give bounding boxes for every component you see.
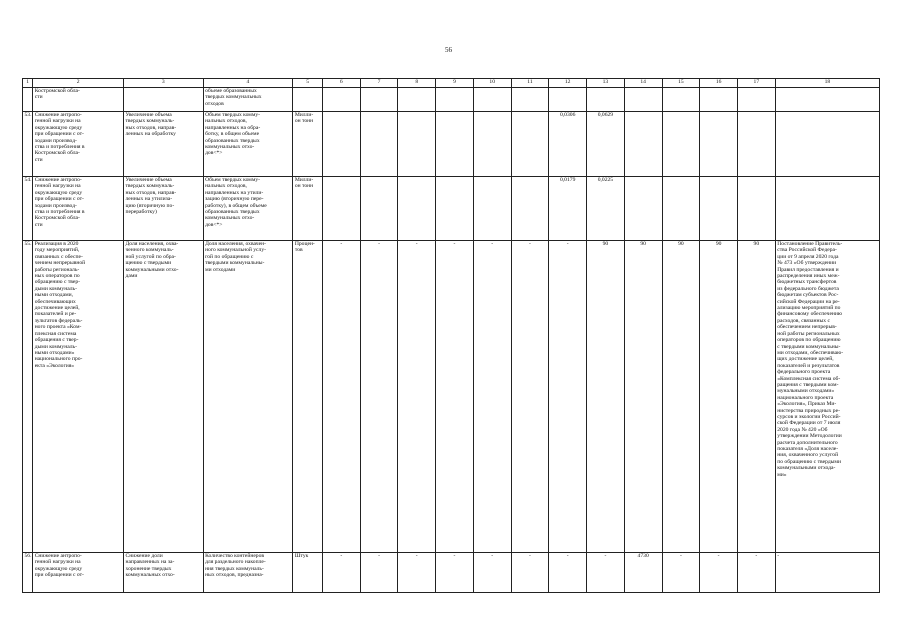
value-cell xyxy=(511,112,549,177)
value-cell: - xyxy=(360,553,398,593)
value-cell: 0,0225 xyxy=(587,177,625,241)
header-cell: 17 xyxy=(737,79,775,88)
table-row xyxy=(23,553,880,593)
value-cell xyxy=(700,112,738,177)
value-cell xyxy=(360,112,398,177)
header-row xyxy=(23,79,880,88)
value-cell: 4730 xyxy=(624,553,662,593)
table-row xyxy=(23,177,880,241)
continued-name-cell: Костромской обла- сти xyxy=(33,88,124,112)
indicator-cell: Объем твердых комму- нальных отходов, направленных на утили- зацию (вторичную пере- работку), в общем объеме образованных твердых коммунальных отхо- дов<*> xyxy=(203,177,293,241)
value-cell: 0,0179 xyxy=(549,177,587,241)
value-cell xyxy=(322,177,360,241)
unit-cell: Штук xyxy=(293,553,323,593)
table-row xyxy=(23,241,880,553)
value-cell: - xyxy=(511,241,549,553)
unit-cell: Процен- тов xyxy=(293,241,323,553)
value-cell xyxy=(624,177,662,241)
name-cell: Снижение антропо- генной нагрузки на окружающую среду при обращении с от- xyxy=(33,553,124,593)
name-cell: Снижение антропо- генной нагрузки на окружающую среду при обращении с от- ходами производ- ства и потребления в Костромской обла- сти xyxy=(33,112,124,177)
value-cell: - xyxy=(322,241,360,553)
value-cell: - xyxy=(398,241,436,553)
value-cell xyxy=(322,112,360,177)
value-cell: - xyxy=(473,553,511,593)
header-cell: 2 xyxy=(33,79,124,88)
value-cell xyxy=(398,112,436,177)
value-cell: 90 xyxy=(624,241,662,553)
header-cell: 12 xyxy=(549,79,587,88)
result-cell: Увеличение объема твердых коммуналь- ных отходов, направ- ленных на утилиза- цию (вторичную по- переработку) xyxy=(123,177,203,241)
value-cell xyxy=(473,112,511,177)
result-cell: Снижение доли направленных на за- хоронение твердых коммунальных отхо- xyxy=(123,553,203,593)
header-cell: 10 xyxy=(473,79,511,88)
value-cell: 90 xyxy=(737,241,775,553)
note-cell xyxy=(775,177,879,241)
unit-cell: Милли- он тонн xyxy=(293,112,323,177)
value-cell: 0,0306 xyxy=(549,112,587,177)
value-cell: - xyxy=(549,241,587,553)
value-cell xyxy=(511,177,549,241)
row-number-cell: 54. xyxy=(23,177,33,241)
name-cell: Реализация в 2020 году мероприятий, связанных с обеспе- чением непрерывной работы региональ- ных операторов по обращению с твер- дыми коммуналь- ными отходами, обеспечивающих достижение целей, показателей и ре- зультатов федераль- ного проекта «Ком- плексная система обращения с твер- дыми коммуналь- ными отходами» национального про- екта «Экология» xyxy=(33,241,124,553)
indicator-cell: Количество контейнеров для раздельного накопле- ния твердых коммуналь- ных отходов, предназна- xyxy=(203,553,293,593)
note-cell: - xyxy=(775,553,879,593)
header-cell: 4 xyxy=(203,79,293,88)
header-cell: 9 xyxy=(436,79,474,88)
value-cell: - xyxy=(700,553,738,593)
page-number: 56 xyxy=(445,46,452,54)
header-cell: 13 xyxy=(587,79,625,88)
header-cell: 18 xyxy=(775,79,879,88)
table-row xyxy=(23,112,880,177)
value-cell xyxy=(737,112,775,177)
value-cell: 90 xyxy=(700,241,738,553)
indicators-table xyxy=(22,78,880,593)
unit-cell: Милли- он тонн xyxy=(293,177,323,241)
value-cell xyxy=(436,112,474,177)
header-cell: 3 xyxy=(123,79,203,88)
value-cell: - xyxy=(549,553,587,593)
value-cell: 90 xyxy=(587,241,625,553)
continued-indicator-cell: объеме образованных твердых коммунальных отходов xyxy=(203,88,293,112)
value-cell xyxy=(662,177,700,241)
value-cell xyxy=(700,177,738,241)
value-cell xyxy=(436,177,474,241)
header-cell: 11 xyxy=(511,79,549,88)
value-cell xyxy=(737,177,775,241)
value-cell xyxy=(473,177,511,241)
note-cell: Постановление Правитель- ства Российской Федера- ции от 9 апреля 2020 года № 473 «Об утверждении Правил предоставления и распределения иных меж- бюджетных трансфертов из федерального бюджета бюджетам субъектов Рос- сийской Федерации на ре- ализацию мероприятий по финансовому обеспечению расходов, связанных с обеспечением непрерыв- ной работы региональных операторов по обращению с твердыми коммунальны- ми отходами, обеспечиваю- щих достижение целей, показателей и результатов федерального проекта «Комплексная система об- ращения с твердыми ком- мунальными отходами» национального проекта «Экология», Приказ Ми- нистерства природных ре- сурсов и экологии Россий- ской Федерации от 7 июля 2020 года № 420 «Об утверждении Методологии расчета дополнительного показателя «Доля населе- ния, охваченного услугой по обращению с твердыми коммунальными отхода- ми» xyxy=(775,241,879,553)
header-cell: 6 xyxy=(322,79,360,88)
value-cell: - xyxy=(436,553,474,593)
value-cell: - xyxy=(360,241,398,553)
header-cell: 8 xyxy=(398,79,436,88)
value-cell: - xyxy=(587,553,625,593)
result-cell: Доля населения, охва- ченного коммуналь- ной услугой по обра- щению с твердыми коммунальными отхо- дами xyxy=(123,241,203,553)
value-cell: - xyxy=(737,553,775,593)
indicator-cell: Доля населения, охвачен- ного коммунальной услу- гой по обращению с твердыми коммунальны- ми отходами xyxy=(203,241,293,553)
value-cell: 90 xyxy=(662,241,700,553)
header-cell: 15 xyxy=(662,79,700,88)
header-cell: 1 xyxy=(23,79,33,88)
value-cell: 0,0629 xyxy=(587,112,625,177)
value-cell xyxy=(398,177,436,241)
header-cell: 16 xyxy=(700,79,738,88)
value-cell: - xyxy=(398,553,436,593)
continuation-row xyxy=(23,88,880,112)
result-cell: Увеличение объема твердых коммуналь- ных отходов, направ- ленных на обработку xyxy=(123,112,203,177)
note-cell xyxy=(775,112,879,177)
row-number-cell: 53. xyxy=(23,112,33,177)
value-cell xyxy=(360,177,398,241)
value-cell: - xyxy=(473,241,511,553)
indicator-cell: Объем твердых комму- нальных отходов, направленных на обра- ботку, в общем объеме образованных твердых коммунальных отхо- дов<*> xyxy=(203,112,293,177)
value-cell: - xyxy=(511,553,549,593)
value-cell: - xyxy=(322,553,360,593)
row-number-cell: 56. xyxy=(23,553,33,593)
header-cell: 7 xyxy=(360,79,398,88)
value-cell: - xyxy=(436,241,474,553)
row-number-cell: 55. xyxy=(23,241,33,553)
name-cell: Снижение антропо- генной нагрузки на окружающую среду при обращении с от- ходами производ- ства и потребления в Костромской обла- сти xyxy=(33,177,124,241)
value-cell xyxy=(624,112,662,177)
value-cell xyxy=(662,112,700,177)
header-cell: 14 xyxy=(624,79,662,88)
header-cell: 5 xyxy=(293,79,323,88)
value-cell: - xyxy=(662,553,700,593)
